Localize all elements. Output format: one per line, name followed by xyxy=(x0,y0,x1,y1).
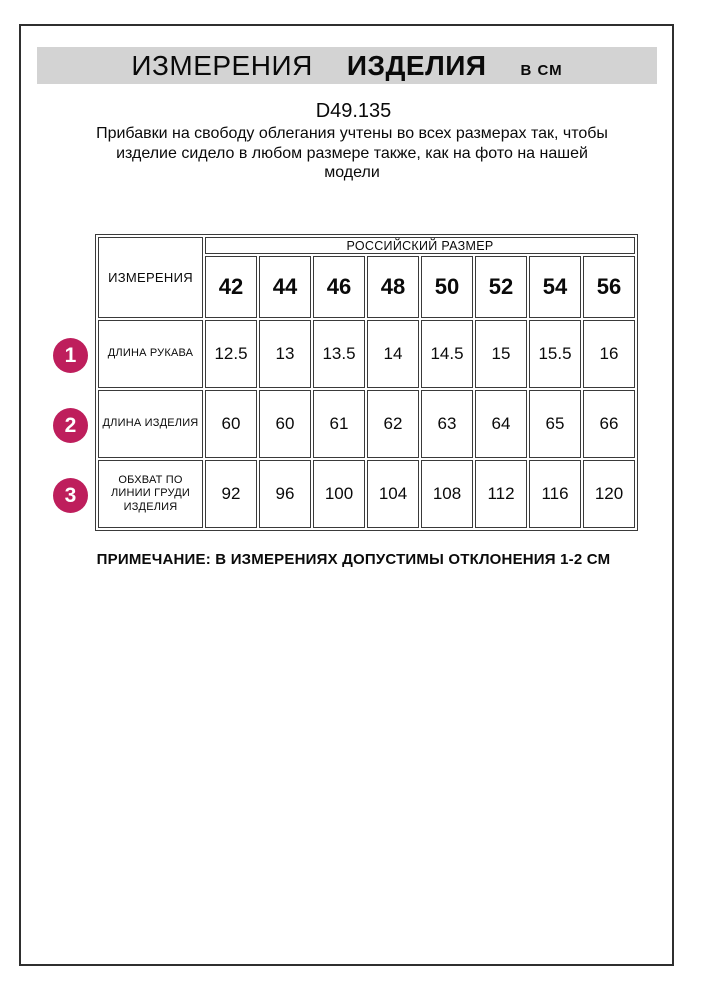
cell-value: 16 xyxy=(583,320,635,388)
row-number-badge-1 xyxy=(53,338,88,373)
cell-value: 60 xyxy=(205,390,257,458)
cell-value: 104 xyxy=(367,460,419,528)
cell-value: 64 xyxy=(475,390,527,458)
size-table xyxy=(95,234,638,531)
cell-value: 60 xyxy=(259,390,311,458)
cell-value: 66 xyxy=(583,390,635,458)
cell-value: 108 xyxy=(421,460,473,528)
title-measurements: ИЗМЕРЕНИЯ xyxy=(131,50,313,81)
cell-value: 100 xyxy=(313,460,365,528)
row-label: ДЛИНА ИЗДЕЛИЯ xyxy=(98,390,203,458)
size-group-header: РОССИЙСКИЙ РАЗМЕР xyxy=(205,237,635,254)
cell-value: 96 xyxy=(259,460,311,528)
cell-value: 61 xyxy=(313,390,365,458)
group-header-row xyxy=(98,237,635,254)
cell-value: 62 xyxy=(367,390,419,458)
title-bar xyxy=(37,47,657,84)
size-header-50: 50 xyxy=(421,256,473,318)
cell-value: 15 xyxy=(475,320,527,388)
model-code: D49.135 xyxy=(315,100,392,122)
title-product: ИЗДЕЛИЯ xyxy=(346,50,487,81)
row-label: ДЛИНА РУКАВА xyxy=(98,320,203,388)
fit-description: Прибавки на свободу облегания учтены во всех размерах так, чтобы изделие сидело в любом размере также, как на фото на нашей модели xyxy=(96,125,608,181)
size-header-42: 42 xyxy=(205,256,257,318)
cell-value: 65 xyxy=(529,390,581,458)
cell-value: 15.5 xyxy=(529,320,581,388)
badge-number: 2 xyxy=(64,413,77,437)
corner-header: ИЗМЕРЕНИЯ xyxy=(98,237,203,318)
cell-value: 112 xyxy=(475,460,527,528)
row-label: ОБХВАТ ПО ЛИНИИ ГРУДИ ИЗДЕЛИЯ xyxy=(98,460,203,528)
cell-value: 14.5 xyxy=(421,320,473,388)
table-row-sleeve-length xyxy=(98,320,635,388)
cell-value: 120 xyxy=(583,460,635,528)
title-units-label: В СМ xyxy=(520,62,563,79)
size-header-52: 52 xyxy=(475,256,527,318)
cell-value: 92 xyxy=(205,460,257,528)
cell-value: 14 xyxy=(367,320,419,388)
table-row-item-length xyxy=(98,390,635,458)
size-header-56: 56 xyxy=(583,256,635,318)
badge-number: 1 xyxy=(64,343,77,367)
table-row-chest-girth xyxy=(98,460,635,528)
cell-value: 116 xyxy=(529,460,581,528)
row-number-badge-3 xyxy=(53,478,88,513)
cell-value: 12.5 xyxy=(205,320,257,388)
size-header-46: 46 xyxy=(313,256,365,318)
cell-value: 63 xyxy=(421,390,473,458)
size-header-54: 54 xyxy=(529,256,581,318)
cell-value: 13.5 xyxy=(313,320,365,388)
note-text: ПРИМЕЧАНИЕ: В ИЗМЕРЕНИЯХ ДОПУСТИМЫ ОТКЛОНЕНИЯ 1-2 СМ xyxy=(96,551,611,568)
row-number-badge-2 xyxy=(53,408,88,443)
badge-number: 3 xyxy=(64,483,77,507)
cell-value: 13 xyxy=(259,320,311,388)
size-header-44: 44 xyxy=(259,256,311,318)
size-header-48: 48 xyxy=(367,256,419,318)
